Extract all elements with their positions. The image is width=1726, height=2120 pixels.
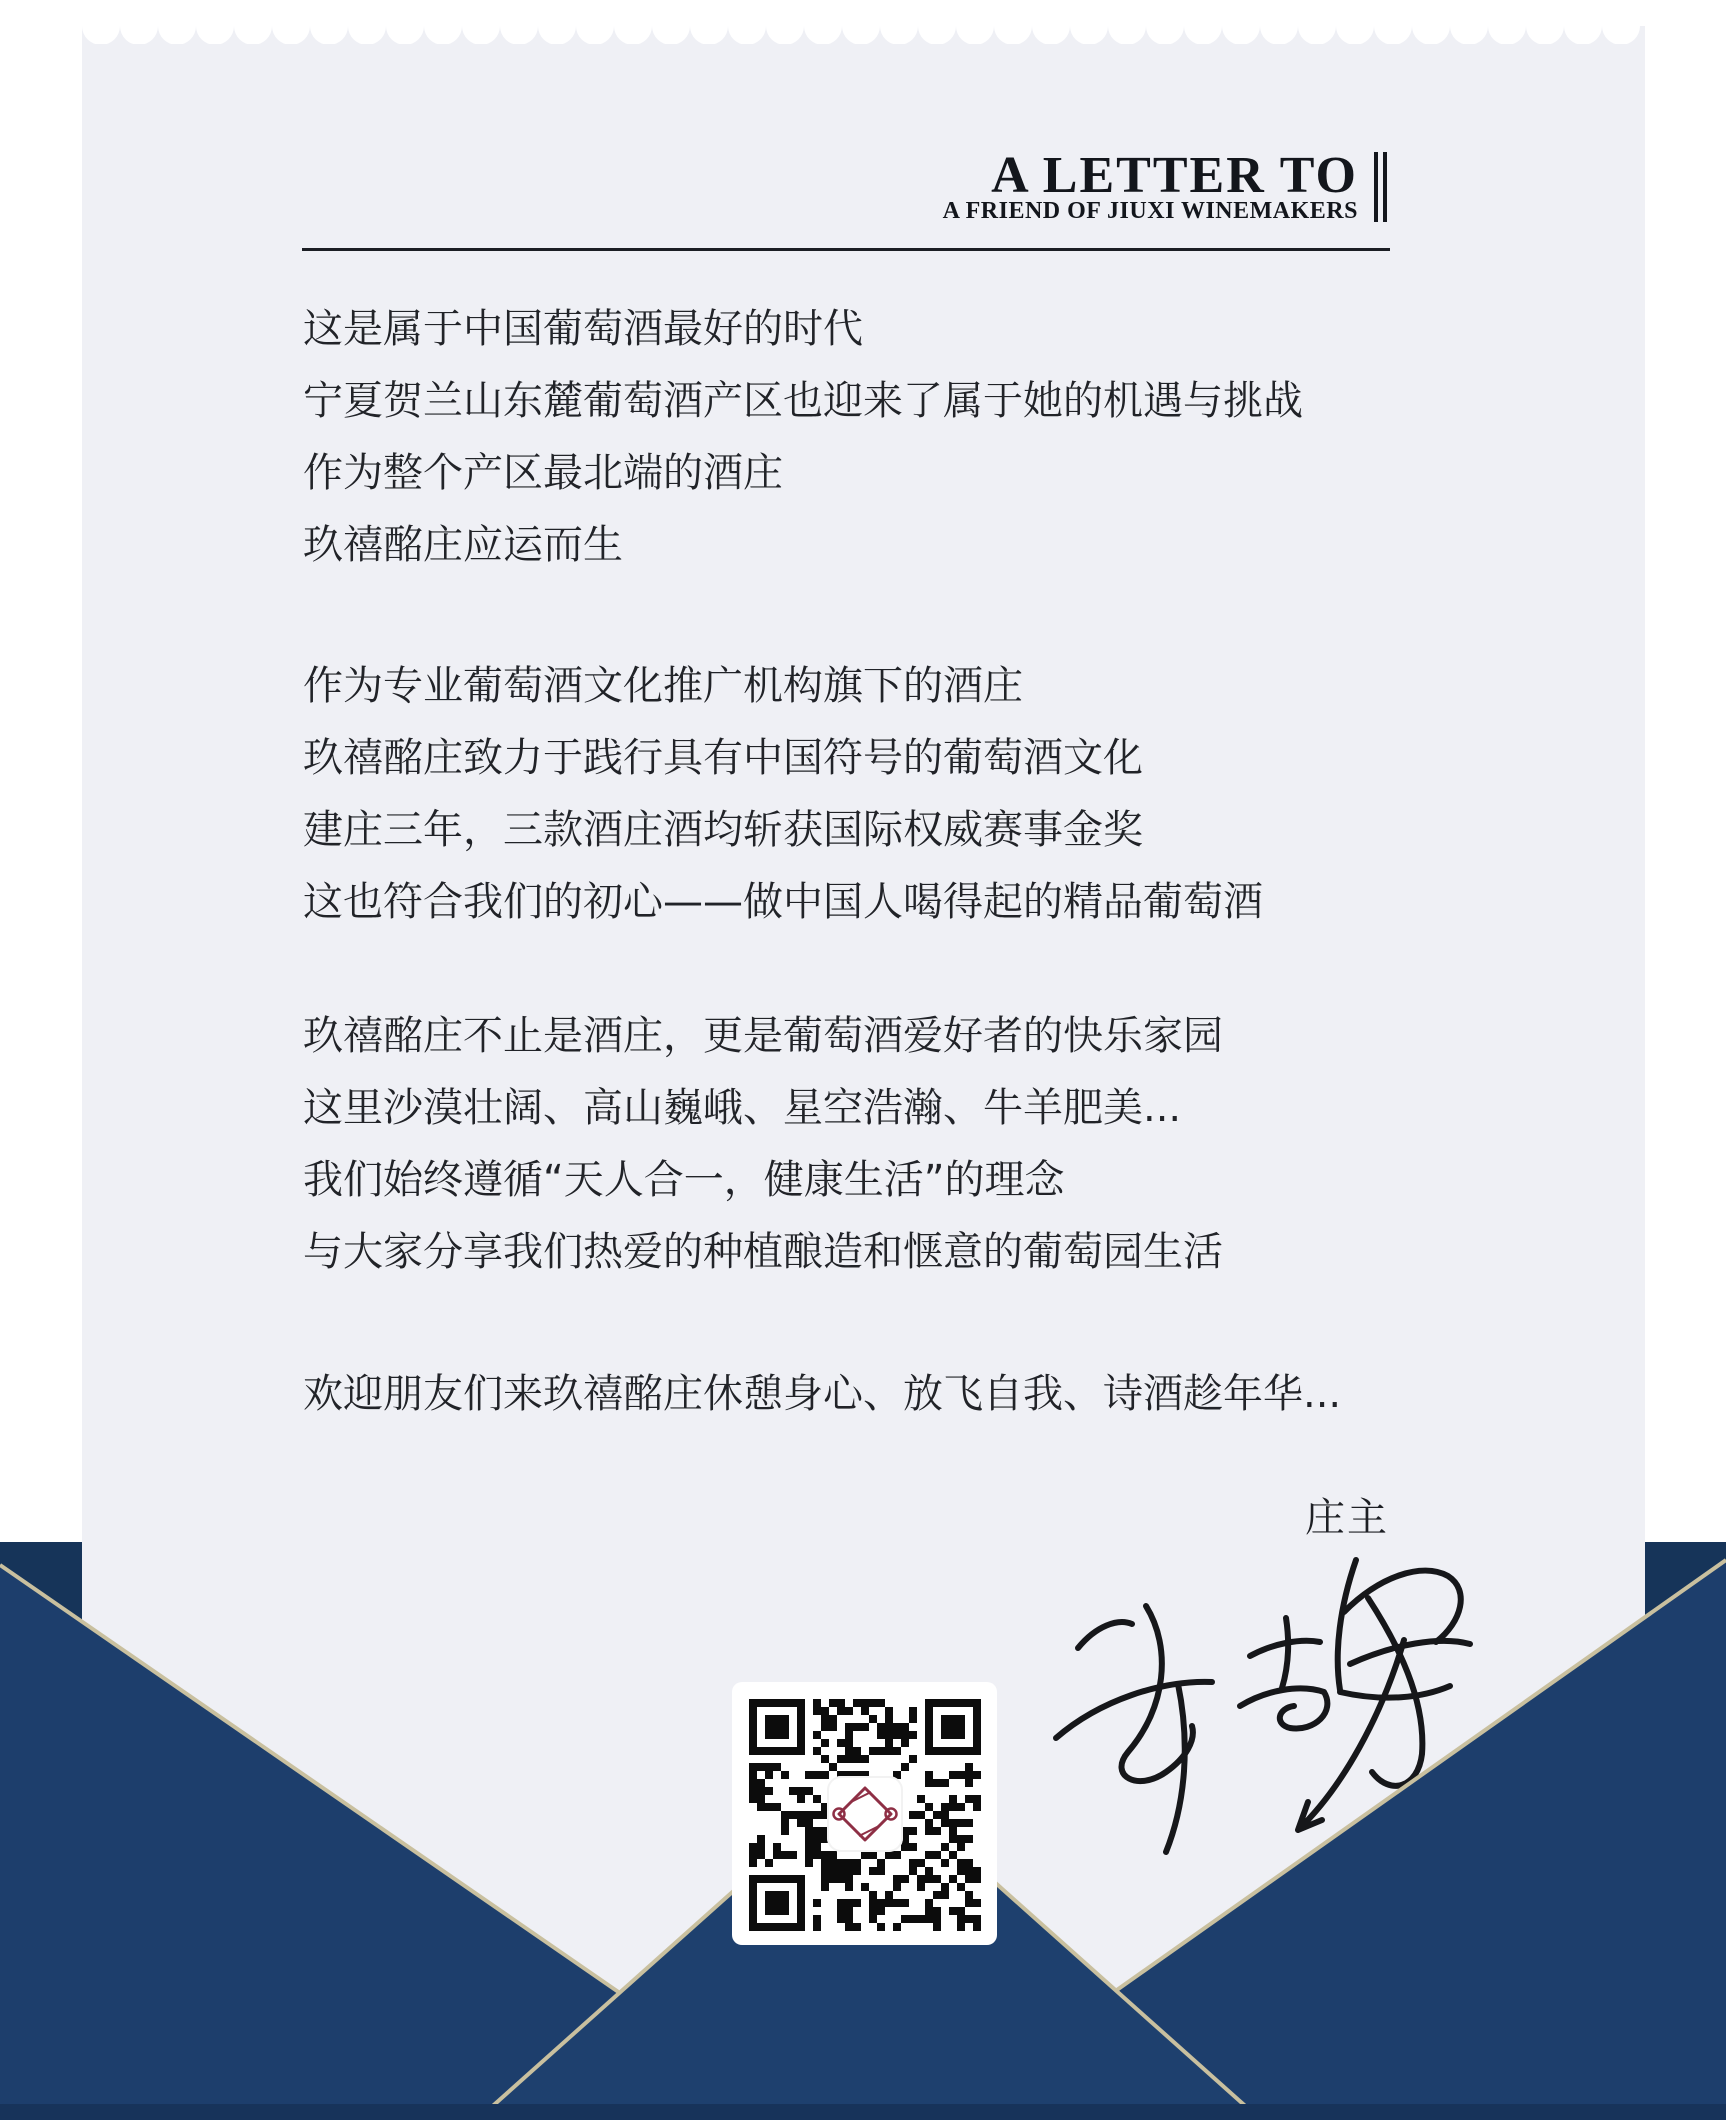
letter-line: 我们始终遵循“天人合一，健康生活”的理念 — [303, 1157, 1065, 1203]
header-divider-line — [302, 248, 1390, 251]
letter-line: 这里沙漠壮阔、高山巍峨、星空浩瀚、牛羊肥美... — [303, 1085, 1182, 1131]
letter-paragraph — [303, 293, 1303, 581]
letter-line: 玖禧酩庄不止是酒庄，更是葡萄酒爱好者的快乐家园 — [303, 1013, 1223, 1059]
letter-line: 玖禧酩庄应运而生 — [303, 522, 623, 568]
letter-title: A LETTER TO — [991, 147, 1358, 204]
qr-code — [732, 1682, 997, 1945]
closing-role-label: 庄主 — [1305, 1495, 1389, 1541]
double-bar-ornament — [1374, 152, 1390, 222]
letter-paragraph — [303, 1358, 1341, 1430]
letter-paragraph — [303, 1000, 1223, 1288]
letter-line: 作为整个产区最北端的酒庄 — [303, 450, 783, 496]
letter-line: 欢迎朋友们来玖禧酩庄休憩身心、放飞自我、诗酒趁年华... — [303, 1371, 1342, 1417]
letter-line: 建庄三年，三款酒庄酒均斩获国际权威赛事金奖 — [303, 807, 1143, 853]
letter-line: 作为专业葡萄酒文化推广机构旗下的酒庄 — [303, 663, 1023, 709]
owner-signature — [1040, 1530, 1500, 1870]
letter-line: 玖禧酩庄致力于践行具有中国符号的葡萄酒文化 — [303, 735, 1143, 781]
letter-line: 这是属于中国葡萄酒最好的时代 — [303, 306, 863, 352]
letter-line: 宁夏贺兰山东麓葡萄酒产区也迎来了属于她的机遇与挑战 — [303, 378, 1303, 424]
letter-paragraph — [303, 650, 1263, 938]
letter-line: 与大家分享我们热爱的种植酿造和惬意的葡萄园生活 — [303, 1229, 1223, 1275]
letter-subtitle: A FRIEND OF JIUXI WINEMAKERS — [942, 198, 1358, 224]
letter-line: 这也符合我们的初心——做中国人喝得起的精品葡萄酒 — [303, 879, 1263, 925]
winery-logo — [827, 1776, 903, 1852]
